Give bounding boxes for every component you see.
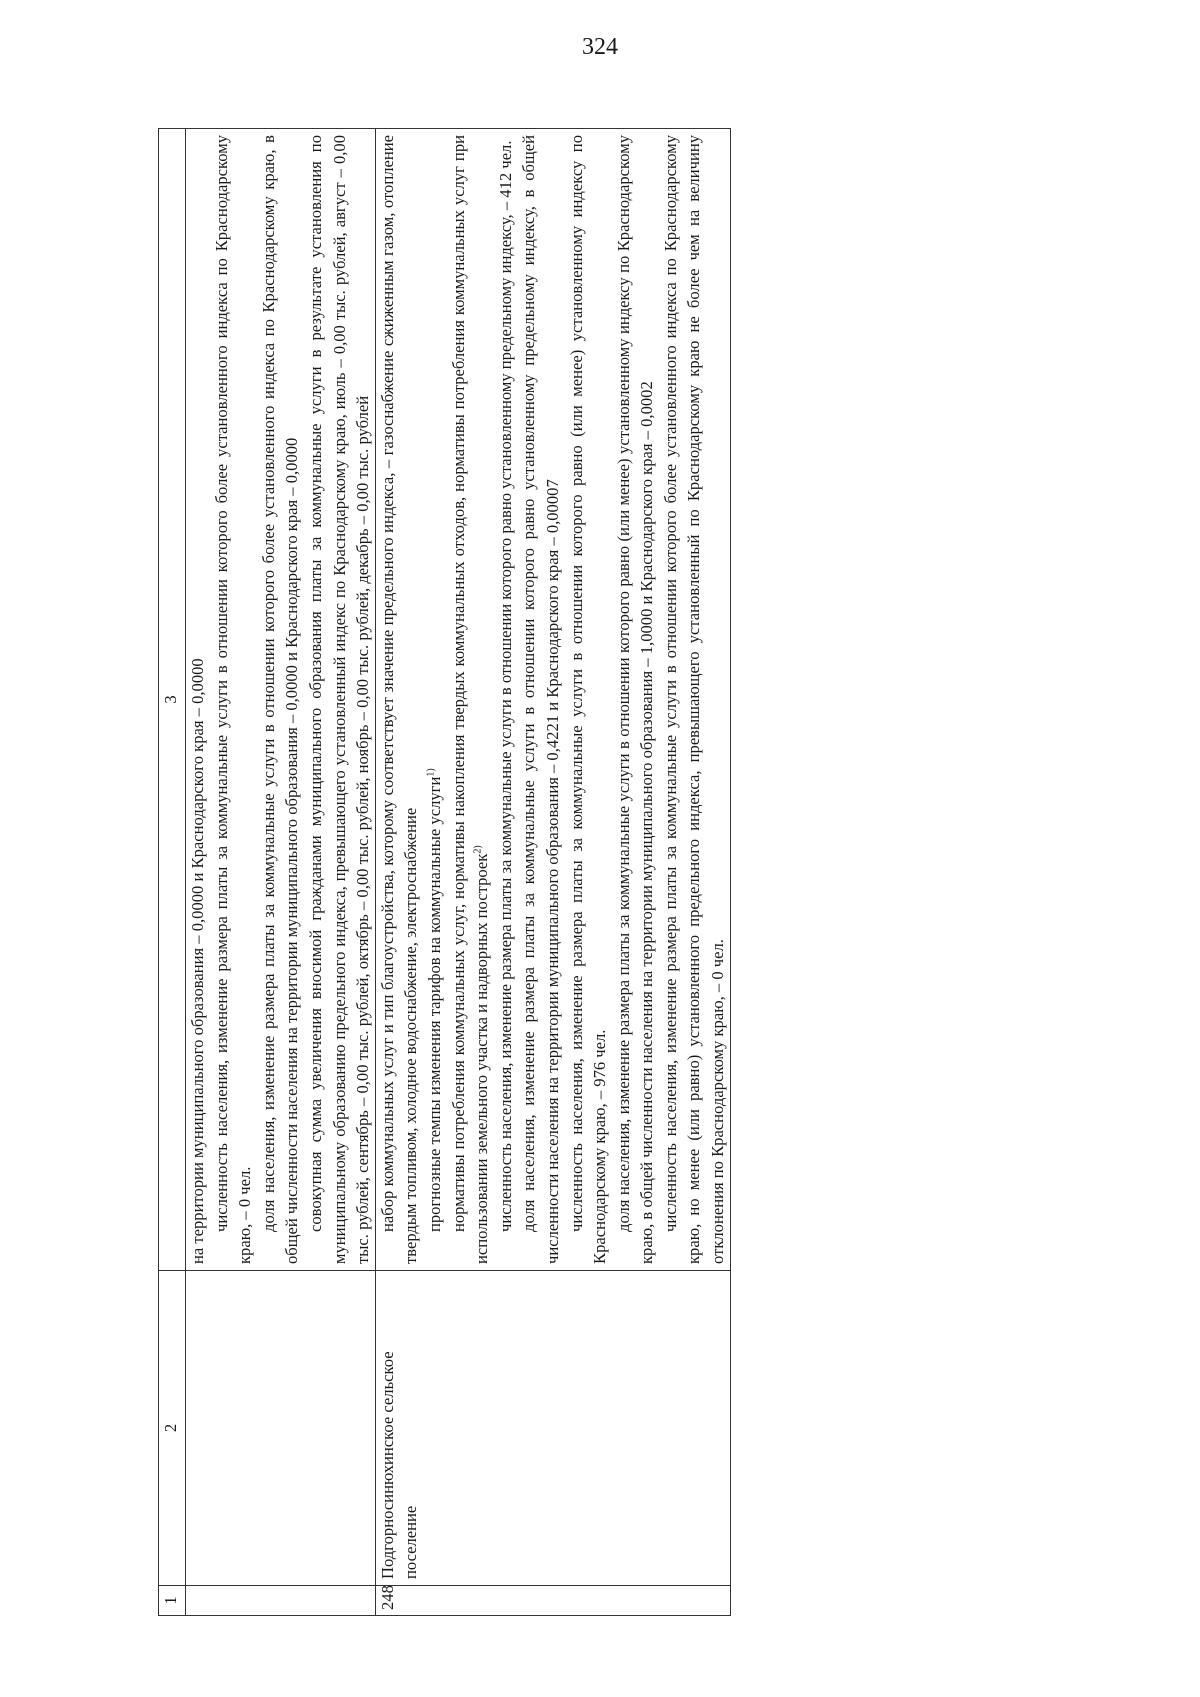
detail-paragraph: доля населения, изменение размера платы за коммунальные услуги в отношении которого равно (или менее) установленному индексу по Краснодарскому краю, в общей численности населения на территории муниципального образования – 1,0000 и Краснодарского края – 0,0002 [613, 135, 657, 1264]
footnote-marker: 2) [472, 845, 484, 854]
row-details-cell [375, 129, 730, 1271]
settlement-name-cell: Подгорносинюхинское сельское поселение [375, 1271, 730, 1586]
continuation-paragraph: численность населения, изменение размера платы за коммунальные услуги в отношении которого более установленного индекса по Краснодарскому краю, – 0 чел. [211, 135, 255, 1264]
detail-text: нормативы потребления коммунальных услуг, нормативы накопления твердых коммунальных отходов, нормативы потребления коммунальных услуг при использовании земельного участка и надворных построек [448, 135, 492, 1264]
continuation-number-cell [186, 1586, 376, 1616]
table-row-continuation [186, 129, 376, 1616]
continuation-name-cell [186, 1271, 376, 1586]
detail-paragraph: численность населения, изменение размера платы за коммунальные услуги в отношении которого равно (или менее) установленному индексу по Краснодарскому краю, – 976 чел. [566, 135, 610, 1264]
footnote-marker: 1) [425, 768, 437, 777]
header-col-1: 1 [159, 1586, 186, 1616]
table-row-248 [375, 129, 730, 1616]
rotated-table-sheet [158, 128, 1050, 1616]
continuation-details-cell [186, 129, 376, 1271]
row-number-cell: 248 [375, 1586, 730, 1616]
data-table [158, 128, 731, 1616]
page-number: 324 [582, 34, 618, 60]
detail-paragraph: численность населения, изменение размера платы за коммунальные услуги в отношении которого равно установленному предельному индексу, – 412 чел. [495, 140, 515, 1232]
detail-paragraph: набор коммунальных услуг и тип благоустройства, которому соответствует значение предельного индекса, – газоснабжение сжиженным газом, отопление твердым топливом, холодное водоснабжение, электроснабжение [377, 135, 421, 1264]
continuation-paragraph: на территории муниципального образования – 0,0000 и Краснодарского края – 0,0000 [188, 658, 207, 1264]
detail-paragraph: доля населения, изменение размера платы за коммунальные услуги в отношении которого равно установленному предельному индексу, в общей численности населения на территории муниципального образования – 0,4221 и Краснодарского края – 0,00007 [519, 135, 562, 1264]
table-header-row [159, 129, 186, 1616]
detail-paragraph [447, 135, 494, 1264]
detail-text: прогнозные темпы изменения тарифов на коммунальные услуги [424, 776, 444, 1232]
header-col-3: 3 [159, 129, 186, 1271]
header-col-2: 2 [159, 1271, 186, 1586]
detail-paragraph: численность населения, изменение размера платы за коммунальные услуги в отношении которого более установленного индекса по Краснодарскому краю, но менее (или равно) установленного предельного индекса, превышающего установленный по Краснодарскому краю не более чем на величину отклонения по Краснодарскому краю, – 0 чел. [660, 135, 728, 1264]
continuation-paragraph: совокупная сумма увеличения вносимой гражданами муниципального образования платы за коммунальные услуги в результате установления по муниципальному образованию предельного индекса, превышающего установленный индекс по Краснодарскому краю, июль – 0,00 тыс. рублей, август – 0,00 тыс. рублей, сентябрь – 0,00 тыс. рублей, октябрь – 0,00 тыс. рублей, ноябрь – 0,00 тыс. рублей, декабрь – 0,00 тыс. рублей [305, 135, 373, 1264]
detail-paragraph [423, 135, 447, 1264]
continuation-paragraph: доля населения, изменение размера платы за коммунальные услуги в отношении которого более установленного индекса по Краснодарскому краю, в общей численности населения на территории муниципального образования – 0,0000 и Краснодарского края – 0,0000 [258, 135, 302, 1264]
